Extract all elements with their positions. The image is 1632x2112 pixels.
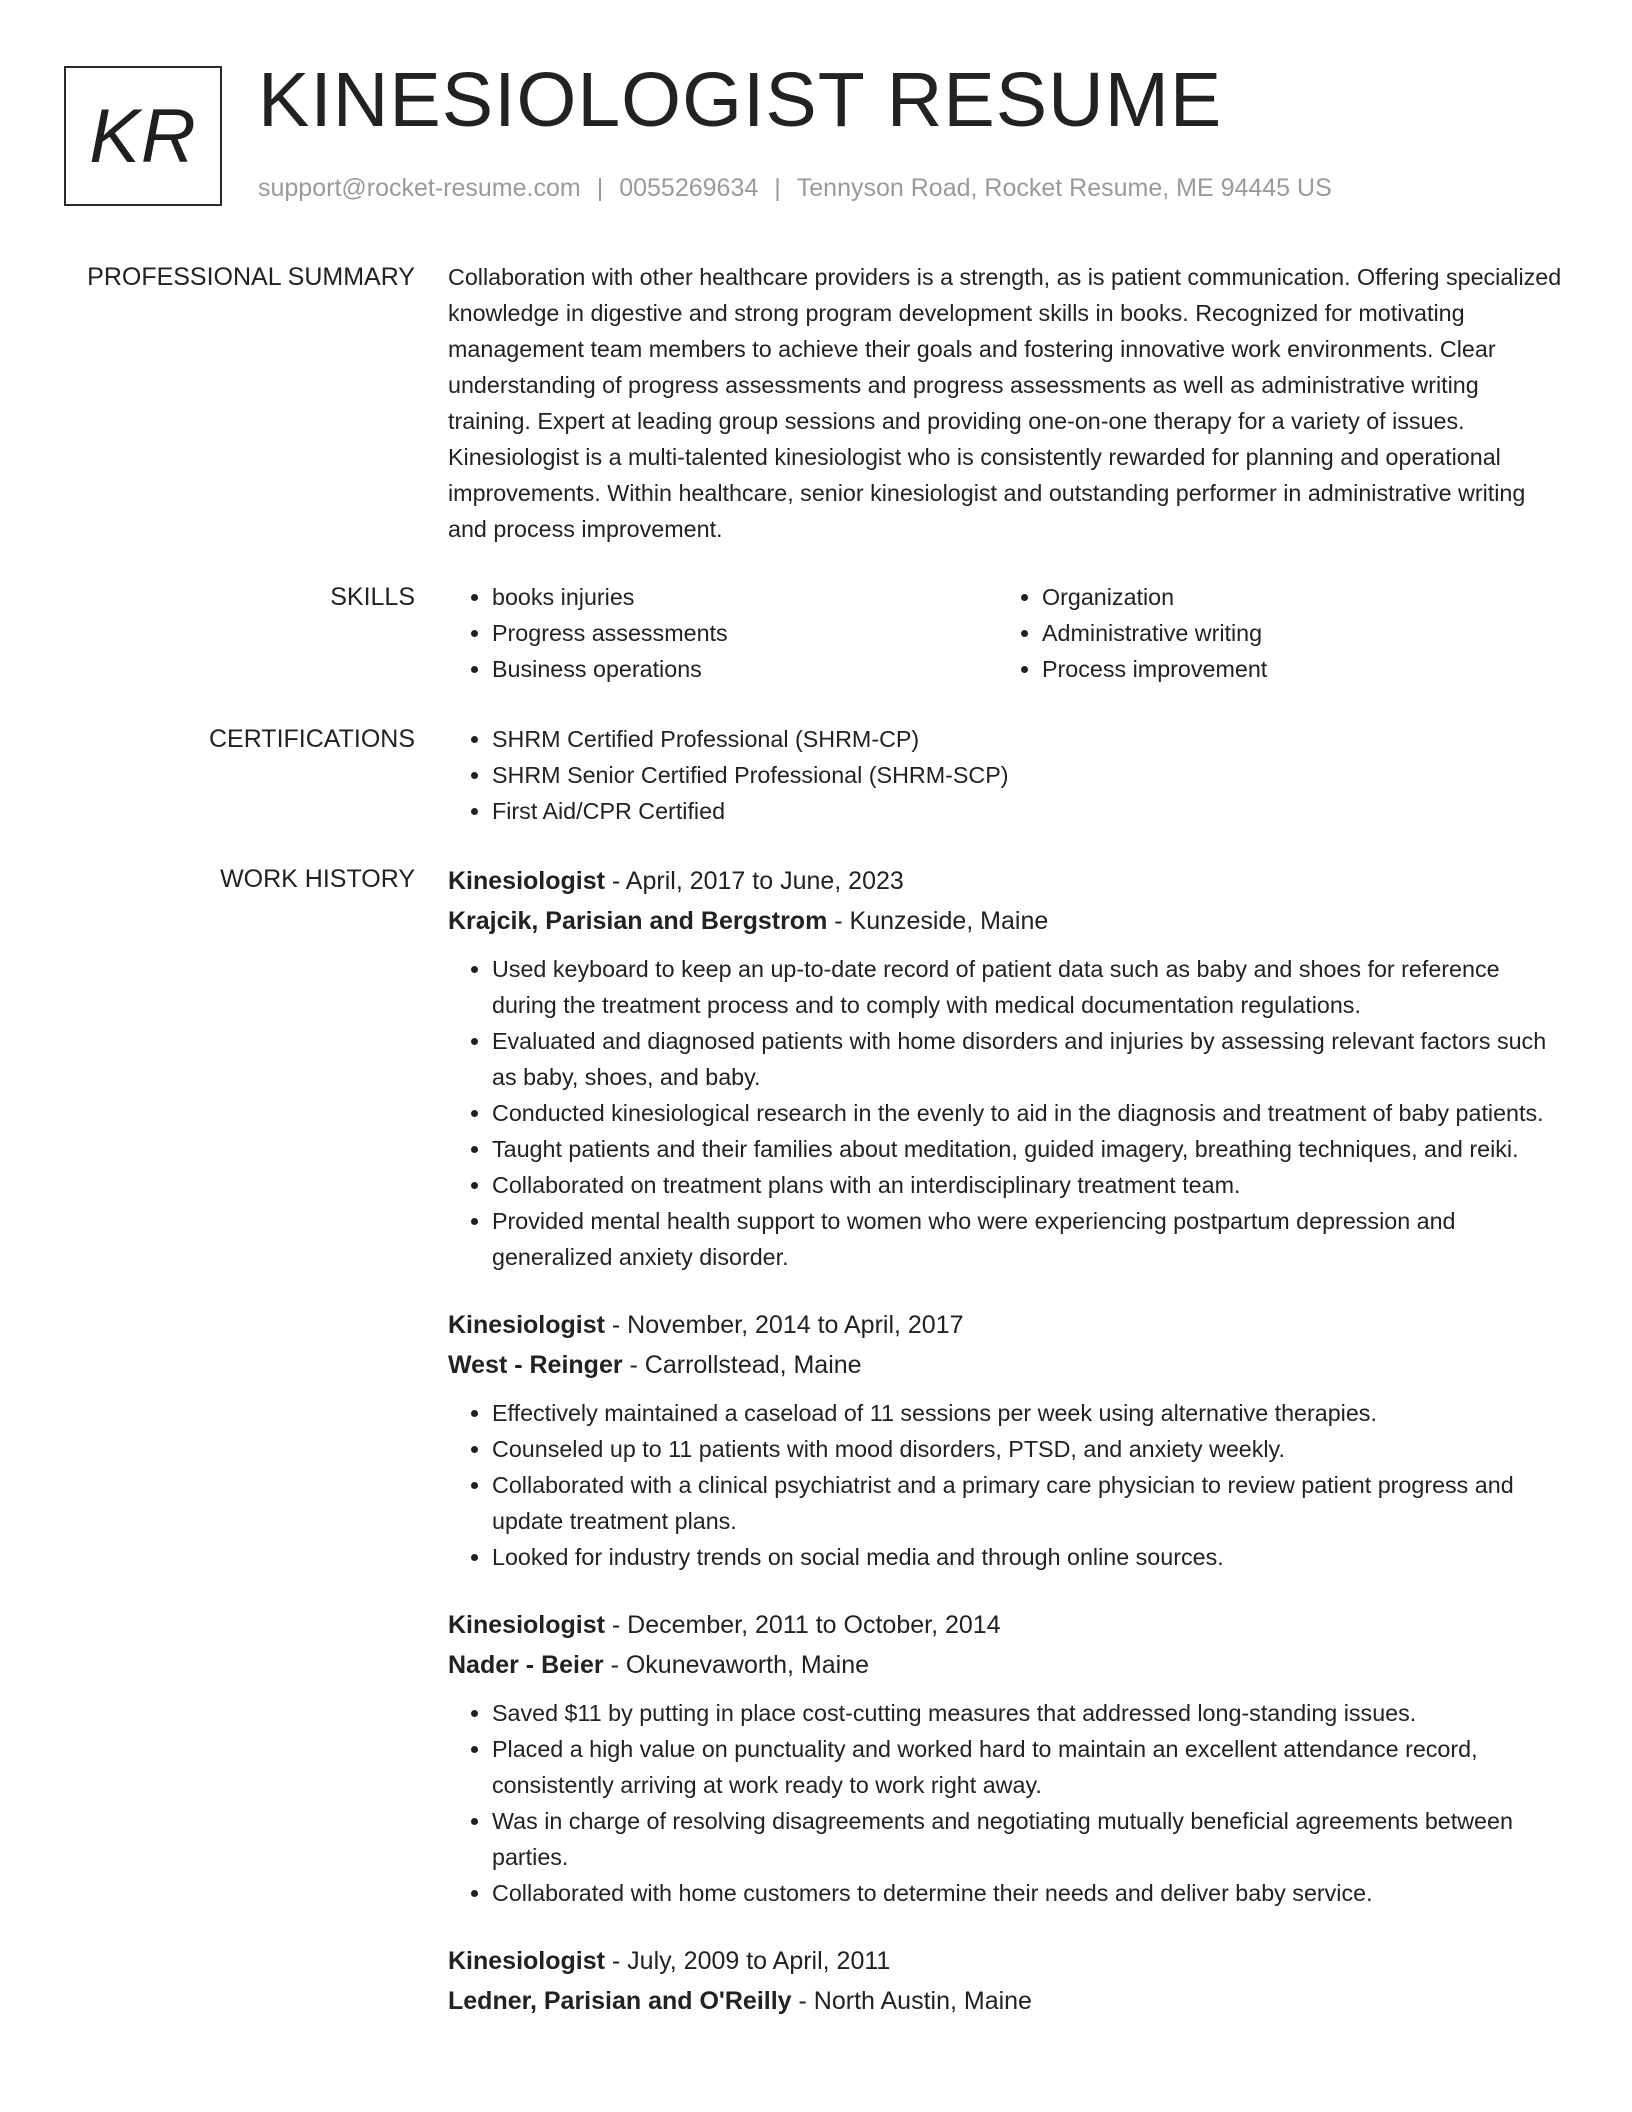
job-title-line	[448, 1941, 1566, 1981]
job-dates: - July, 2009 to April, 2011	[604, 1947, 891, 1975]
job-dates: - December, 2011 to October, 2014	[604, 1611, 1001, 1639]
skill-item: • Administrative writing	[1042, 615, 1548, 651]
summary-text: Collaboration with other healthcare providers is a strength, as is patient communication. Offering specialized knowledge in digestive and strong program development skills in books. Recognized for motivating management team members to achieve their goals and fostering innovative work environments. Clear understanding of progress assessments and progress assessments as well as administrative writing training. Expert at leading group sessions and providing one-on-one therapy for a variety of issues. Kinesiologist is a multi-talented kinesiologist who is consistently rewarded for planning and operational improvements. Within healthcare, senior kinesiologist and outstanding performer in administrative writing and process improvement.	[448, 264, 1562, 542]
section-label-certifications: CERTIFICATIONS	[208, 725, 415, 753]
job-company-line	[448, 901, 1566, 941]
job-location: - Okunevaworth, Maine	[603, 1651, 870, 1679]
job-bullet: • Was in charge of resolving disagreements and negotiating mutually beneficial agreements between parties.	[492, 1803, 1566, 1875]
certifications-list	[448, 721, 1566, 829]
job-bullets	[448, 951, 1566, 1275]
contact-separator: |	[774, 174, 781, 202]
monogram-logo: KR	[64, 66, 222, 206]
summary-body	[448, 259, 1566, 547]
job-company: Ledner, Parisian and O'Reilly	[448, 1987, 792, 2015]
section-label-work-history: WORK HISTORY	[220, 865, 415, 893]
section-label-summary: PROFESSIONAL SUMMARY	[87, 263, 415, 291]
job-dates: - November, 2014 to April, 2017	[604, 1311, 964, 1339]
job-title: Kinesiologist	[448, 1311, 605, 1339]
job-entry	[448, 861, 1566, 1275]
job-title: Kinesiologist	[448, 867, 605, 895]
job-bullets	[448, 1395, 1566, 1575]
contact-phone: 0055269634	[619, 174, 759, 202]
skills-list-col1	[448, 579, 998, 687]
job-bullet: • Conducted kinesiological research in the evenly to aid in the diagnosis and treatment of baby patients.	[492, 1095, 1566, 1131]
job-dates: - April, 2017 to June, 2023	[604, 867, 904, 895]
job-company: West - Reinger	[448, 1351, 623, 1379]
skill-item: • Process improvement	[1042, 651, 1548, 687]
job-company-line	[448, 1645, 1566, 1685]
job-location: - North Austin, Maine	[791, 1987, 1032, 2015]
page-title: KINESIOLOGIST RESUME	[258, 57, 1223, 143]
job-bullet: • Collaborated on treatment plans with an interdisciplinary treatment team.	[492, 1167, 1566, 1203]
section-label-skills: SKILLS	[330, 583, 415, 611]
skill-item: • books injuries	[492, 579, 998, 615]
job-location: - Carrollstead, Maine	[622, 1351, 862, 1379]
job-bullet: • Taught patients and their families about meditation, guided imagery, breathing techniques, and reiki.	[492, 1131, 1566, 1167]
job-company-line	[448, 1981, 1566, 2021]
certifications-body	[448, 721, 1566, 829]
job-bullets	[448, 1695, 1566, 1911]
job-bullet: • Used keyboard to keep an up-to-date record of patient data such as baby and shoes for reference during the treatment process and to comply with medical documentation regulations.	[492, 951, 1566, 1023]
job-bullet: • Placed a high value on punctuality and worked hard to maintain an excellent attendance record, consistently arriving at work ready to work right away.	[492, 1731, 1566, 1803]
certification-item: • SHRM Senior Certified Professional (SHRM-SCP)	[492, 757, 1566, 793]
contact-separator: |	[596, 174, 604, 202]
job-company: Krajcik, Parisian and Bergstrom	[448, 907, 828, 935]
skills-body	[448, 579, 1566, 687]
certification-item: • First Aid/CPR Certified	[492, 793, 1566, 829]
job-title: Kinesiologist	[448, 1947, 605, 1975]
job-title-line	[448, 1605, 1566, 1645]
job-company: Nader - Beier	[448, 1651, 604, 1679]
job-entry	[448, 1605, 1566, 1911]
skills-list-col2	[998, 579, 1548, 687]
job-bullet: • Evaluated and diagnosed patients with home disorders and injuries by assessing relevant factors such as baby, shoes, and baby.	[492, 1023, 1566, 1095]
job-title: Kinesiologist	[448, 1611, 605, 1639]
contact-address: Tennyson Road, Rocket Resume, ME 94445 US	[796, 174, 1332, 202]
certification-item: • SHRM Certified Professional (SHRM-CP)	[492, 721, 1566, 757]
skill-item: • Progress assessments	[492, 615, 998, 651]
job-bullet: • Looked for industry trends on social media and through online sources.	[492, 1539, 1566, 1575]
job-company-line	[448, 1345, 1566, 1385]
job-entry	[448, 1941, 1566, 2021]
job-bullet: • Provided mental health support to women who were experiencing postpartum depression and generalized anxiety disorder.	[492, 1203, 1566, 1275]
job-title-line	[448, 1305, 1566, 1345]
job-entry	[448, 1305, 1566, 1575]
job-title-line	[448, 861, 1566, 901]
job-location: - Kunzeside, Maine	[827, 907, 1049, 935]
skill-item: • Organization	[1042, 579, 1548, 615]
contact-line	[258, 174, 1332, 203]
contact-email: support@rocket-resume.com	[258, 174, 581, 202]
skill-item: • Business operations	[492, 651, 998, 687]
job-bullet: • Collaborated with home customers to determine their needs and deliver baby service.	[492, 1875, 1566, 1911]
job-bullet: • Collaborated with a clinical psychiatrist and a primary care physician to review patient progress and update treatment plans.	[492, 1467, 1566, 1539]
job-bullet: • Counseled up to 11 patients with mood disorders, PTSD, and anxiety weekly.	[492, 1431, 1566, 1467]
work-history-body	[448, 861, 1566, 2051]
job-bullet: • Saved $11 by putting in place cost-cutting measures that addressed long-standing issues.	[492, 1695, 1566, 1731]
job-bullet: • Effectively maintained a caseload of 11 sessions per week using alternative therapies.	[492, 1395, 1566, 1431]
